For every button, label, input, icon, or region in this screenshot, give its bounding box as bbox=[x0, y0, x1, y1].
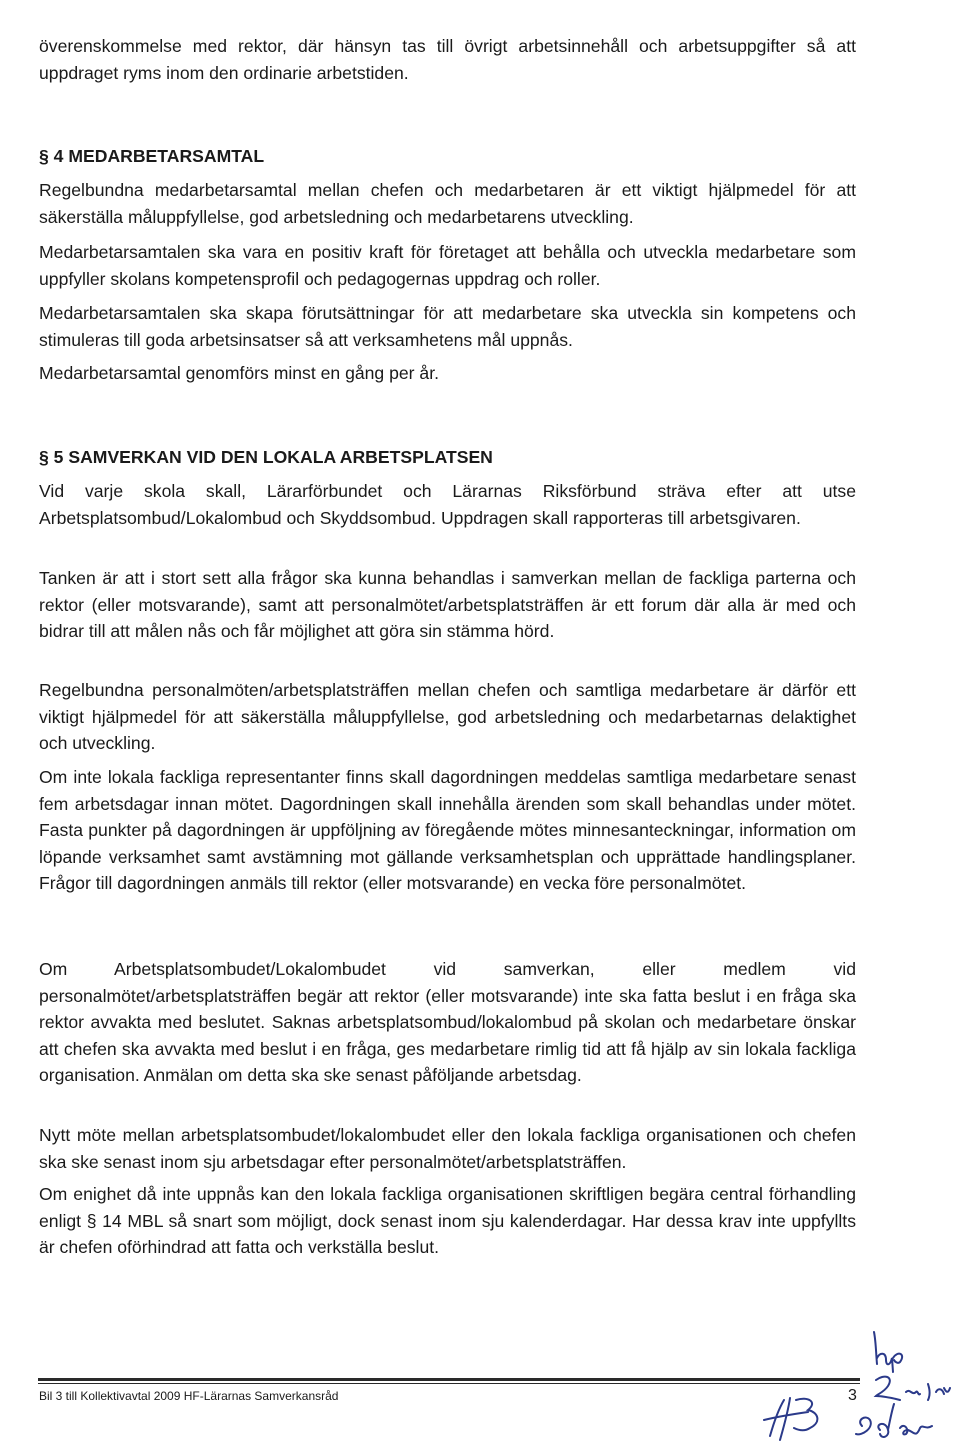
paragraph-intro: överenskommelse med rektor, där hänsyn tas till övrigt arbetsinnehåll och arbetsuppgifter så att uppdraget ryms inom den ordinarie arbetstiden. bbox=[39, 36, 856, 83]
heading-section-5: § 5 SAMVERKAN VID DEN LOKALA ARBETSPLATSEN bbox=[39, 447, 493, 467]
paragraph-s5-7: Om enighet då inte uppnås kan den lokala fackliga organisationen skriftligen begära central förhandling enligt § 14 MBL så snart som möjligt, dock senast inom sju kalenderdagar. Har dessa krav inte uppfyllts är chefen oförhindrad att fatta och verkställa beslut. bbox=[39, 1184, 856, 1257]
footer-divider-thin bbox=[38, 1383, 860, 1384]
paragraph-s5-4: Om inte lokala fackliga representanter finns skall dagordningen meddelas samtliga medarbetare senast fem arbetsdagar innan mötet. Dagordningen skall innehålla ärenden som skall behandlas under mötet. Fasta punkter på dagordningen är uppföljning av föregående mötes minnesanteckningar, information om löpande verksamhet samt avstämning mot gällande verksamhetsplan och upprättade handlingsplaner. Frågor till dagordningen anmäls till rektor (eller motsvarande) en vecka före personalmötet. bbox=[39, 767, 856, 893]
paragraph-s5-1: Vid varje skola skall, Lärarförbundet och Lärarnas Riksförbund sträva efter att utse Arbetsplatsombud/Lokalombud och Skyddsombud. Uppdragen skall rapporteras till arbetsgivaren. bbox=[39, 481, 856, 528]
footer-divider bbox=[38, 1378, 860, 1381]
paragraph-s4-2: Medarbetarsamtalen ska vara en positiv kraft för företaget att behålla och utveckla medarbetare som uppfyller skolans kompetensprofil och pedagogernas uppdrag och roller. bbox=[39, 242, 856, 289]
paragraph-s5-5: Om Arbetsplatsombudet/Lokalombudet vid samverkan, eller medlem vid personalmötet/arbetsplatsträffen begär att rektor (eller motsvarande) inte ska fatta beslut i en fråga ska rektor avvakta med beslutet. Saknas arbetsplatsombud/lokalombud på skolan och medarbetare önskar att chefen ska avvakta med beslut i en fråga, ges medarbetare rimlig tid att få hjälp av sin lokala fackliga organisation. Anmälan om detta ska ske senast påföljande arbetsdag. bbox=[39, 959, 856, 1085]
handwritten-initials-lep bbox=[868, 1328, 918, 1374]
paragraph-s5-6: Nytt möte mellan arbetsplatsombudet/lokalombudet eller den lokala fackliga organisationen och chefen ska ske senast inom sju arbetsdagar efter personalmötet/arbetsplatsträffen. bbox=[39, 1125, 856, 1172]
handwritten-initials-hb bbox=[760, 1392, 830, 1444]
paragraph-s5-2: Tanken är att i stort sett alla frågor ska kunna behandlas i samverkan mellan de fackliga parterna och rektor (eller motsvarande), samt att personalmötet/arbetsplatsträffen är ett forum där alla är med och bidrar till att målen nås och får möjlighet att göra sin stämma hörd. bbox=[39, 568, 856, 641]
page-number: 3 bbox=[848, 1387, 857, 1404]
footer-text: Bil 3 till Kollektivavtal 2009 HF-Lärarnas Samverkansråd bbox=[39, 1389, 339, 1403]
handwritten-initials-sdu bbox=[852, 1400, 947, 1450]
paragraph-s5-3: Regelbundna personalmöten/arbetsplatsträffen mellan chefen och samtliga medarbetare är därför ett viktigt hjälpmedel för att säkerställa måluppfyllelse, god arbetsledning och medarbetarnas delaktighet och utveckling. bbox=[39, 680, 856, 753]
heading-section-4: § 4 MEDARBETARSAMTAL bbox=[39, 146, 265, 166]
paragraph-s4-3: Medarbetarsamtalen ska skapa förutsättningar för att medarbetare ska utveckla sin kompetens och stimuleras till goda arbetsinsatser så att verksamhetens mål uppnås. bbox=[39, 303, 856, 350]
paragraph-s4-1: Regelbundna medarbetarsamtal mellan chefen och medarbetaren är ett viktigt hjälpmedel för att säkerställa måluppfyllelse, god arbetsledning och medarbetarens utveckling. bbox=[39, 180, 856, 227]
paragraph-s4-4: Medarbetarsamtal genomförs minst en gång per år. bbox=[39, 363, 439, 383]
